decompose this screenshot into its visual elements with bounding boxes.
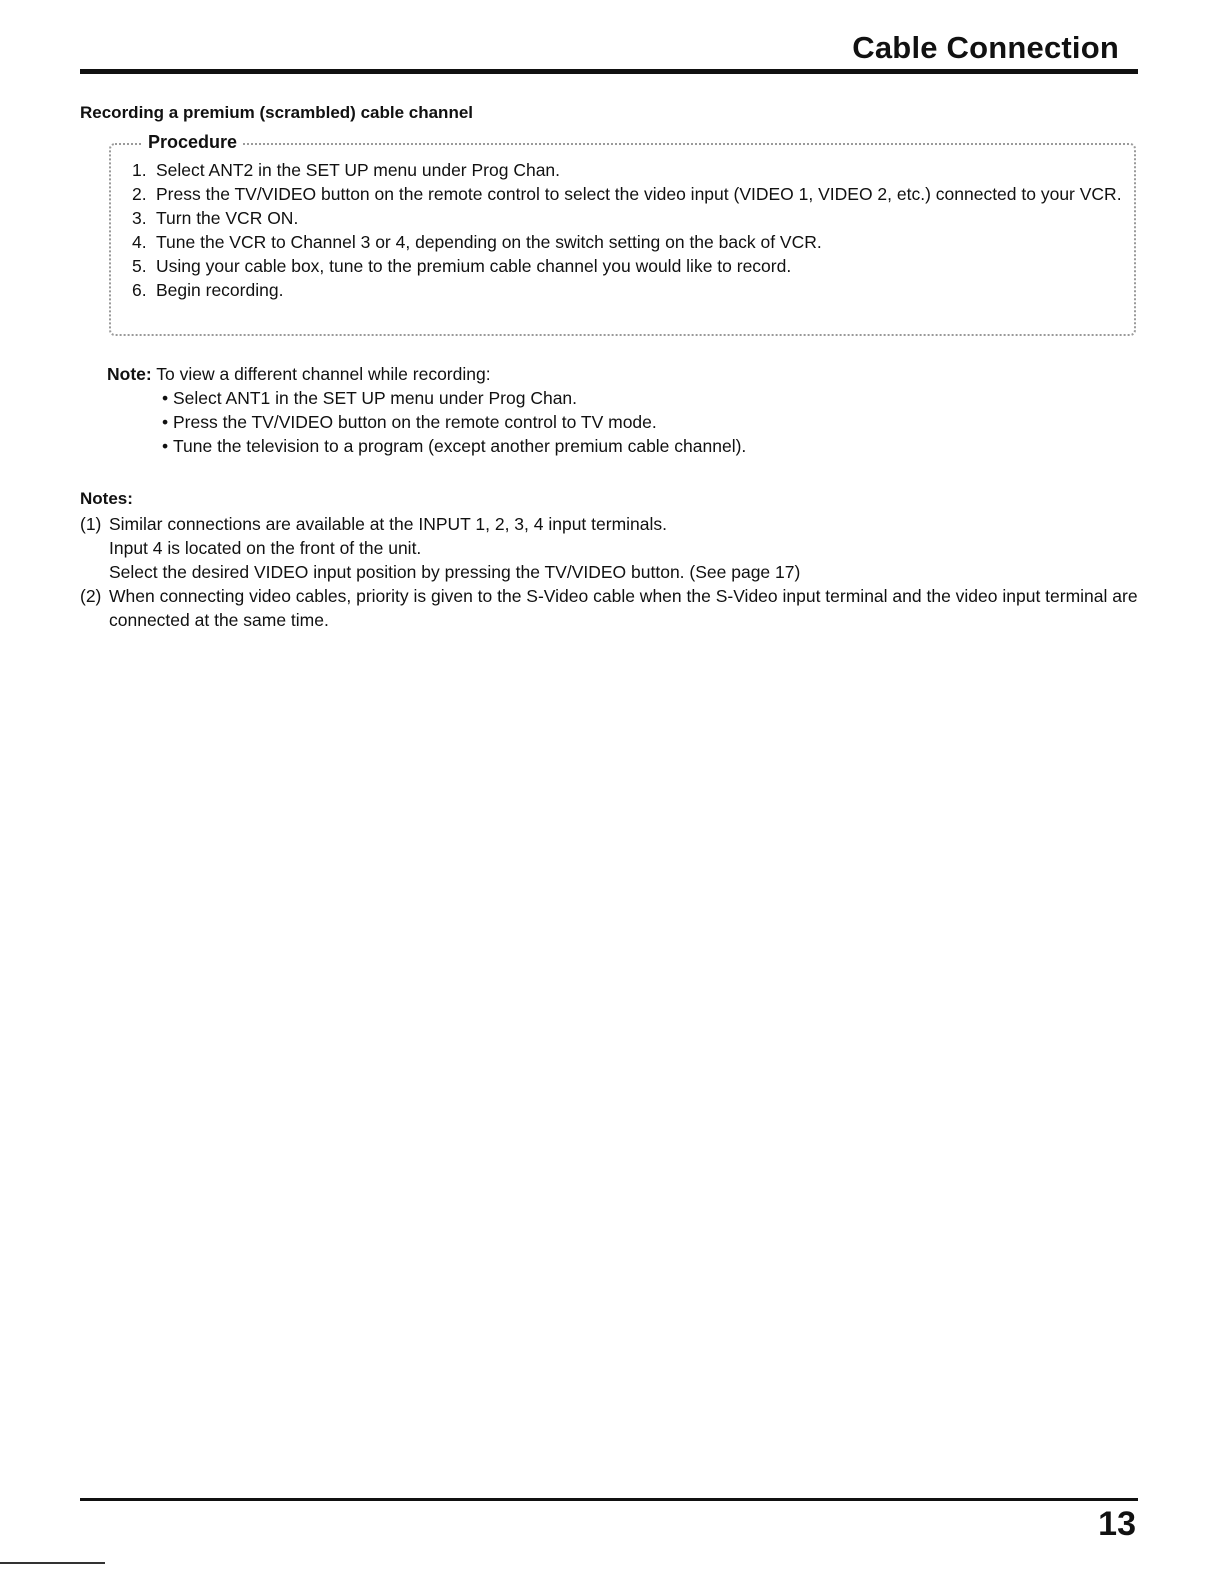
- note-text: To view a different channel while recording:: [156, 364, 491, 384]
- procedure-step: [132, 182, 1132, 206]
- step-number: 1.: [132, 160, 147, 180]
- page-title: Cable Connection: [852, 30, 1119, 65]
- notes-item-line: Similar connections are available at the INPUT 1, 2, 3, 4 input terminals.: [109, 514, 668, 534]
- notes-item: [80, 584, 1140, 632]
- note-bullet: • Press the TV/VIDEO button on the remote control to TV mode.: [162, 410, 746, 434]
- procedure-step: [132, 254, 1132, 278]
- section-heading: Recording a premium (scrambled) cable channel: [80, 103, 474, 122]
- notes-item: [80, 512, 1140, 584]
- step-text: Tune the VCR to Channel 3 or 4, depending on the switch setting on the back of VCR.: [156, 232, 822, 252]
- scan-edge-mark: [0, 1562, 105, 1564]
- notes-list: [80, 512, 1140, 632]
- note-bullet: • Tune the television to a program (except another premium cable channel).: [162, 434, 746, 458]
- procedure-step: [132, 278, 1132, 302]
- procedure-steps: [132, 158, 1132, 302]
- notes-item-number: (1): [80, 514, 102, 534]
- step-number: 3.: [132, 208, 147, 228]
- page-number: 13: [1098, 1505, 1136, 1543]
- procedure-label: Procedure: [142, 132, 243, 153]
- step-text: Using your cable box, tune to the premium cable channel you would like to record.: [156, 256, 792, 276]
- notes-item-line: When connecting video cables, priority is given to the S-Video cable when the S-Video input terminal and the video input terminal are connected at the same time.: [109, 586, 1138, 630]
- step-text: Turn the VCR ON.: [156, 208, 299, 228]
- notes-item-number: (2): [80, 586, 102, 606]
- note-line: [107, 362, 746, 386]
- step-text: Select ANT2 in the SET UP menu under Prog Chan.: [156, 160, 561, 180]
- notes-item-line: Select the desired VIDEO input position by pressing the TV/VIDEO button. (See page 17): [109, 562, 801, 582]
- notes-item-line: Input 4 is located on the front of the unit.: [109, 538, 422, 558]
- step-number: 4.: [132, 232, 147, 252]
- footer-rule: [80, 1498, 1138, 1501]
- note-bullet: • Select ANT1 in the SET UP menu under Prog Chan.: [162, 386, 746, 410]
- note-block: [107, 362, 746, 458]
- step-text: Press the TV/VIDEO button on the remote control to select the video input (VIDEO 1, VIDEO 2, etc.) connected to your VCR.: [156, 184, 1122, 204]
- note-bullets: [107, 386, 746, 458]
- notes-heading: Notes:: [80, 489, 133, 508]
- header-rule: [80, 69, 1138, 74]
- procedure-step: [132, 230, 1132, 254]
- step-text: Begin recording.: [156, 280, 284, 300]
- step-number: 6.: [132, 280, 147, 300]
- step-number: 5.: [132, 256, 147, 276]
- note-label: Note:: [107, 364, 152, 384]
- procedure-step: [132, 158, 1132, 182]
- procedure-step: [132, 206, 1132, 230]
- step-number: 2.: [132, 184, 147, 204]
